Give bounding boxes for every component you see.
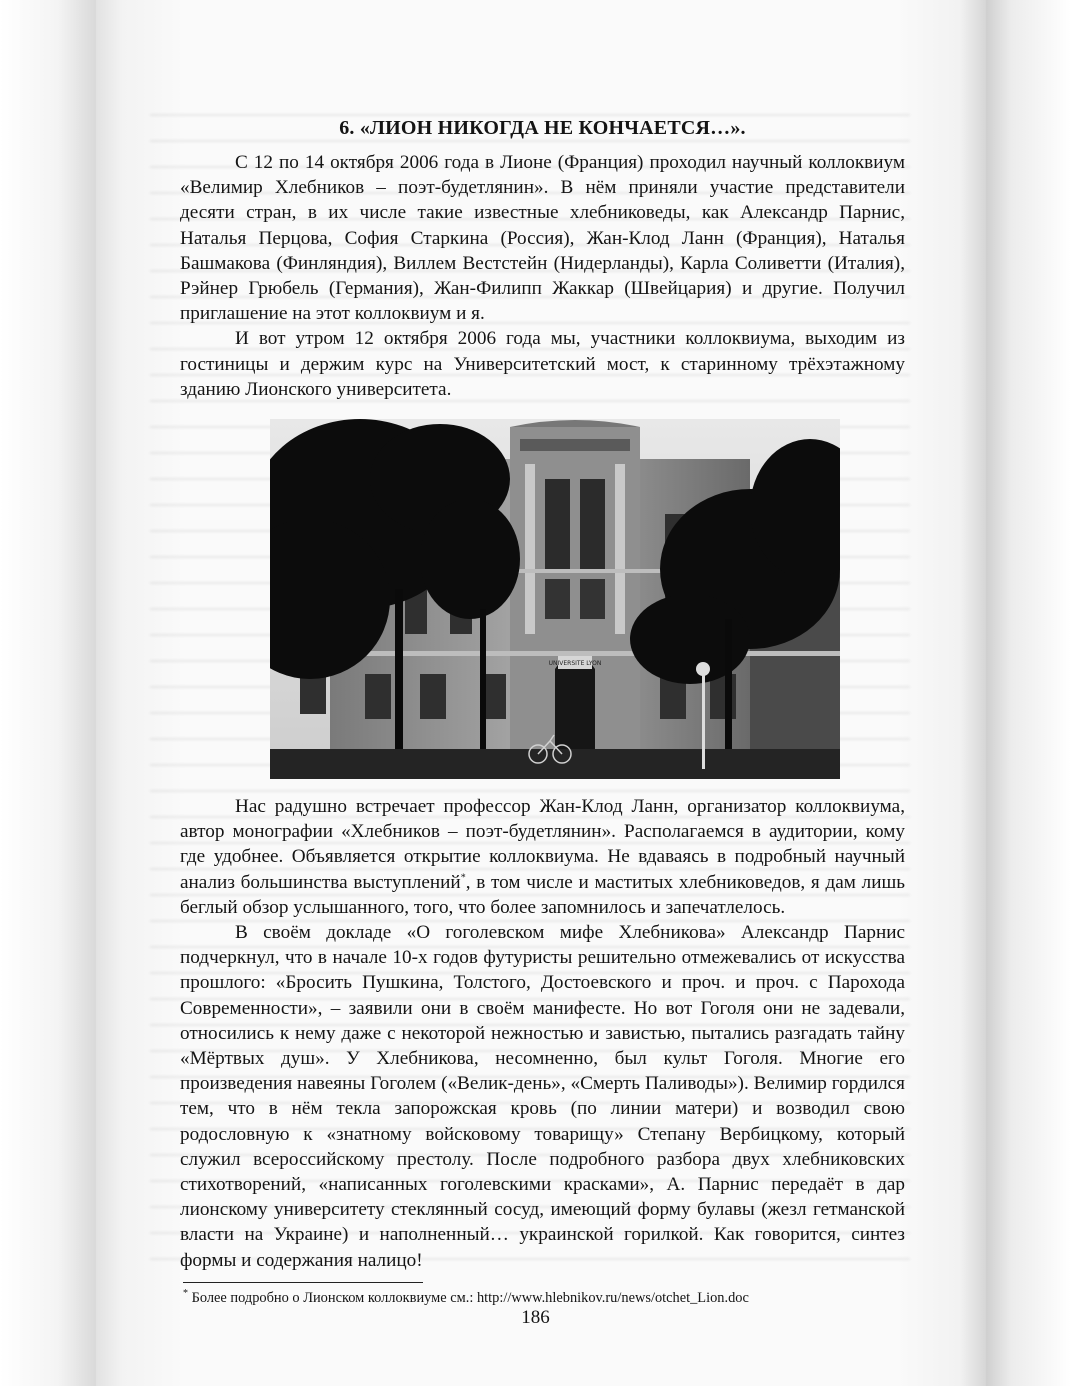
page-content <box>180 106 905 1308</box>
footnote-divider <box>183 1282 423 1283</box>
paragraph-parnis-report: В своём докладе «О гоголевском мифе Хлебникова» Александр Парнис подчеркнул, что в начале 10-х годов футуристы решительно отмежевались от искусства прошлого: «Бросить Пушкина, Толстого, Достоевского и проч. и проч. с Парохода Современности», – заявили они в своём манифесте. Но вот Гоголя они не задевали, относились к нему даже с некоторой нежностью и завистью, пытались разгадать тайну «Мёртвых душ». У Хлебникова, несомненно, был культ Гоголя. Многие его произведения навеяны Гоголем («Велик-день», «Смерть Паливоды»). Велимир гордился тем, что в нём текла запорожская кровь (по линии матери) и возводил свою родословную к «знатному войсковому товарищу» Степану Вербицкому, который служил всероссийскому престолу. После подробного разбора двух хлебниковских стихотворений, «написанных гоголевскими красками», А. Парнис передаёт в дар лионскому университету стеклянный сосуд, имеющий форму булавы (жезл гетманской власти на Украине) и наполненный… украинской горилкой. Как говорится, синтез формы и содержания налицо! <box>180 922 905 1271</box>
footnote-text: Более подробно о Лионском коллоквиуме см.: http://www.hlebnikov.ru/news/otchet_Lion.doc <box>188 1289 749 1306</box>
page-number: 186 <box>521 1307 550 1328</box>
footnote-reference: * <box>460 872 466 884</box>
paragraph-intro: С 12 по 14 октября 2006 года в Лионе (Франция) проходил научный коллоквиум «Велимир Хлебников – поэт-будетлянин». В нём приняли участие представители десяти стран, в их числе такие известные хлебниковеды, как Александр Парнис, Наталья Перцова, София Старкина (Россия), Жан-Клод Ланн (Франция), Наталья Башмакова (Финляндия), Виллем Вестстейн (Нидерланды), Карла Соливетти (Италия), Рэйнер Грюбель (Германия), Жан-Филипп Жаккар (Швейцария) и другие. Получил приглашение на этот коллоквиум и я. <box>180 152 905 325</box>
chapter-title: 6. «ЛИОН НИКОГДА НЕ КОНЧАЕТСЯ…». <box>339 117 746 139</box>
paragraph-morning: И вот утром 12 октября 2006 года мы, участники коллоквиума, выходим из гостиницы и держим курс на Университетский мост, к старинному трёхэтажному зданию Лионского университета. <box>180 328 905 400</box>
photo-lyon-university <box>270 419 840 779</box>
footnote-mark: * <box>183 1288 188 1300</box>
footnote <box>183 1289 905 1308</box>
scanner-margin-right <box>986 0 1071 1386</box>
paragraph-welcome <box>180 794 905 920</box>
scanner-margin-left <box>0 0 96 1386</box>
entrance-sign: UNIVERSITE LYON <box>548 660 602 668</box>
paragraph-welcome-text-1: Нас радушно встречает профессор Жан-Клод Ланн, организатор коллоквиума, автор монографии «Хлебников – поэт-будетлянин». Располагаемся в аудитории, кому где удобнее. Объявляется открытие коллоквиума. Не вдаваясь в подробный научный анализ большинства выступлений <box>180 796 905 893</box>
paragraph-welcome-text-2: , в том числе и маститых хлебниковедов, я дам лишь беглый обзор услышанного, того, что более запомнилось и запечатлелось. <box>180 871 905 918</box>
university-building-photo <box>270 419 840 779</box>
